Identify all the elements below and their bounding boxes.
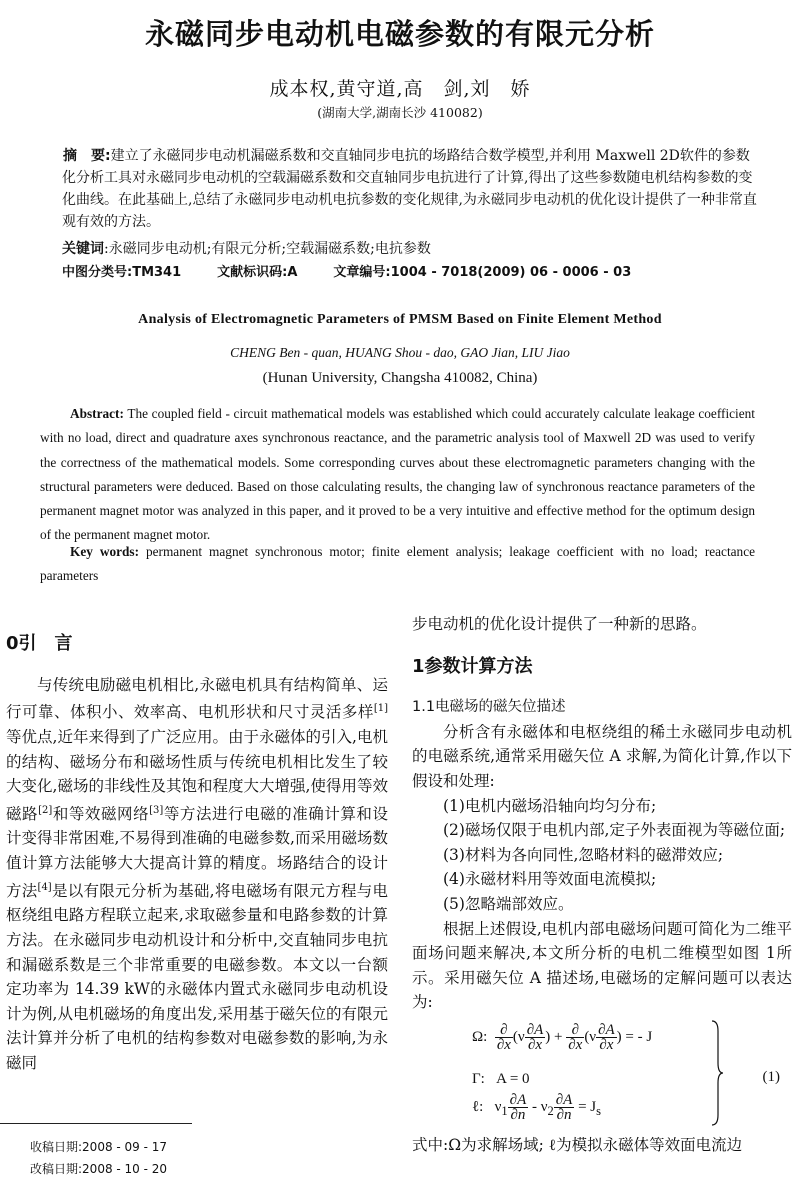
equation-row-ell: ℓ: $\nu_1$ $\frac{\partial A}{\partial n}$ - $\nu_2$ $\frac{\partial A}{\partial n}$ = $J_s$ (472, 1091, 602, 1123)
author-list: 成本权,黄守道,高 剑,刘 娇 (269, 78, 531, 100)
intro-text-b: 等优点,近年来得到了广泛应用。由于永磁体的引入,电机的结构、磁场分布和磁场性质与传统电机相比发生了较大变化,磁场的非线性及其饱和程度大大增强,使得用等效磁路 (6, 727, 388, 823)
classification-number: 中图分类号:TM341 (62, 265, 182, 280)
classification-line (62, 262, 762, 284)
citation-4: [4] (37, 881, 52, 893)
footnote-divider (0, 1123, 192, 1124)
english-abstract-text: The coupled field - circuit mathematical models was established which could accurately calculate leakage coefficient with no load, direct and quadrature axes synchronous reactance, and the parametric analysis tool of Maxwell 2D was used to verify the correctness of the mathematical models. Some corresponding curves about these electromagnetic parameters changing with the structural parameters were deduced. Based on those calculating results, the changing law of synchronous reactance parameters of the permanent magnet motor was analyzed in this paper, and it proved to be a very intuitive and effective method for the optimum design of the permanent magnet motor. (40, 406, 755, 543)
affiliation: (湖南大学,湖南长沙 410082) (317, 105, 483, 120)
english-abstract-label: Abstract: (70, 406, 124, 421)
keywords-text: :永磁同步电动机;有限元分析;空载漏磁系数;电抗参数 (104, 241, 431, 257)
english-authors: CHENG Ben - quan, HUANG Shou - dao, GAO Jian, LIU Jiao (230, 345, 570, 360)
equation-rhs-1: = - J (625, 1028, 653, 1045)
keywords-label: 关键词 (62, 241, 104, 257)
assumption-3: (3)材料为各向同性,忽略材料的磁滞效应; (443, 845, 724, 864)
assumption-5: (5)忽略端部效应。 (443, 894, 574, 913)
abstract-cn (62, 145, 762, 233)
paper-title: 永磁同步电动机电磁参数的有限元分析 (144, 17, 655, 51)
citation-3: [3] (149, 804, 164, 816)
english-abstract (40, 402, 755, 548)
intro-text-e: 是以有限元分析为基础,将电磁场有限元方程与电枢绕组电路方程联立起来,求取磁参量和电路参数的计算方法。在永磁同步电动机设计和分析中,交直轴同步电抗和漏磁系数是三个非常重要的电磁参数。本文以一台额定功率为 14.39 kW的永磁体内置式永磁同步电动机设计为例,从电机磁场的角度出发,采用基于磁矢位的有限元法计算并分析了电机的结构参数对电磁参数的影响,为永磁同 (6, 881, 388, 1072)
article-number: 文章编号:1004 - 7018(2009) 06 - 0006 - 03 (333, 265, 632, 280)
interface-symbol: ℓ: (472, 1098, 484, 1115)
intro-text-c: 和等效磁网络 (52, 804, 150, 823)
domain-symbol: Ω: (472, 1028, 488, 1045)
equation-explanation: 式中:Ω为求解场域; ℓ为模拟永磁体等效面电流边 (412, 1135, 743, 1154)
subsection-1-1-paragraph: 分析含有永磁体和电枢绕组的稀土永磁同步电动机的电磁系统,通常采用磁矢位 A 求解,为简化计算,作以下假设和处理: (412, 722, 792, 790)
citation-2: [2] (38, 804, 53, 816)
assumption-4: (4)永磁材料用等效面电流模拟; (443, 870, 657, 889)
document-code: 文献标识码:A (217, 265, 298, 280)
equation-number: (1) (762, 1068, 780, 1085)
english-keywords-text: permanent magnet synchronous motor; finite element analysis; leakage coefficient with no load; reactance parameters (40, 544, 756, 583)
equation-1 (412, 1015, 792, 1133)
assumption-2: (2)磁场仅限于电机内部,定子外表面视为等磁位面; (443, 821, 786, 840)
brace-symbol (710, 1019, 724, 1127)
continued-text: 步电动机的优化设计提供了一种新的思路。 (412, 615, 707, 633)
abstract-text: 建立了永磁同步电动机漏磁系数和交直轴同步电抗的场路结合数学模型,并利用 Maxwell 2D软件的参数化分析工具对永磁同步电动机的空载漏磁系数和交直轴同步电抗进行了计算,得出了这些参数随电机结构参数的变化曲线。在此基础上,总结了永磁同步电动机电抗参数的变化规律,为永磁同步电动机的优化设计提供了一种非常直观有效的方法。 (62, 148, 757, 230)
english-title: Analysis of Electromagnetic Parameters of PMSM Based on Finite Element Method (138, 312, 662, 327)
subsection-1-1-heading: 1.1电磁场的磁矢位描述 (412, 699, 566, 716)
english-affiliation: (Hunan University, Changsha 410082, China) (262, 370, 538, 386)
intro-text-a: 与传统电励磁电机相比,永磁电机具有结构简单、运行可靠、体积小、效率高、电机形状和尺寸灵活多样 (6, 675, 388, 722)
left-column (6, 632, 388, 1076)
equation-rhs-2: A = 0 (496, 1070, 530, 1087)
right-column (412, 612, 792, 1158)
assumption-1: (1)电机内磁场沿轴向均匀分布; (443, 796, 657, 815)
revised-date: 改稿日期:2008 - 10 - 20 (30, 1162, 168, 1176)
intro-text-d: 等方法进行电磁的准确计算和设计变得非常困难,不易得到准确的电磁参数,而采用磁场数值计算方法能够大大提高计算的精度。场路结合的设计方法 (6, 804, 388, 900)
equation-rhs-3: = J (578, 1098, 597, 1115)
boundary-symbol: Γ: (472, 1070, 485, 1087)
citation-1: [1] (373, 703, 388, 715)
equation-row-gamma (472, 1067, 530, 1092)
model-paragraph: 根据上述假设,电机内部电磁场问题可简化为二维平面场问题来解决,本文所分析的电机二维模型如图 1所示。采用磁矢位 A 描述场,电磁场的定解问题可以表达为: (412, 919, 792, 1012)
abstract-label: 摘 要: (63, 148, 111, 164)
english-keywords (40, 540, 755, 588)
section-0-paragraph (6, 673, 388, 1076)
keywords-cn (62, 238, 762, 260)
section-1-heading: 1参数计算方法 (412, 655, 533, 677)
english-keywords-label: Key words: (70, 544, 140, 559)
equation-row-omega: Ω: $\frac{\partial}{\partial x}$ (ν $\frac{\partial A}{\partial x}$ ) + $\frac{\partial}{\partial x}$ (ν $\frac{\partial A}{\partial x}$ ) = - J (472, 1021, 653, 1053)
received-date: 收稿日期:2008 - 09 - 17 (30, 1140, 168, 1154)
section-0-heading: 0引 言 (6, 633, 73, 654)
